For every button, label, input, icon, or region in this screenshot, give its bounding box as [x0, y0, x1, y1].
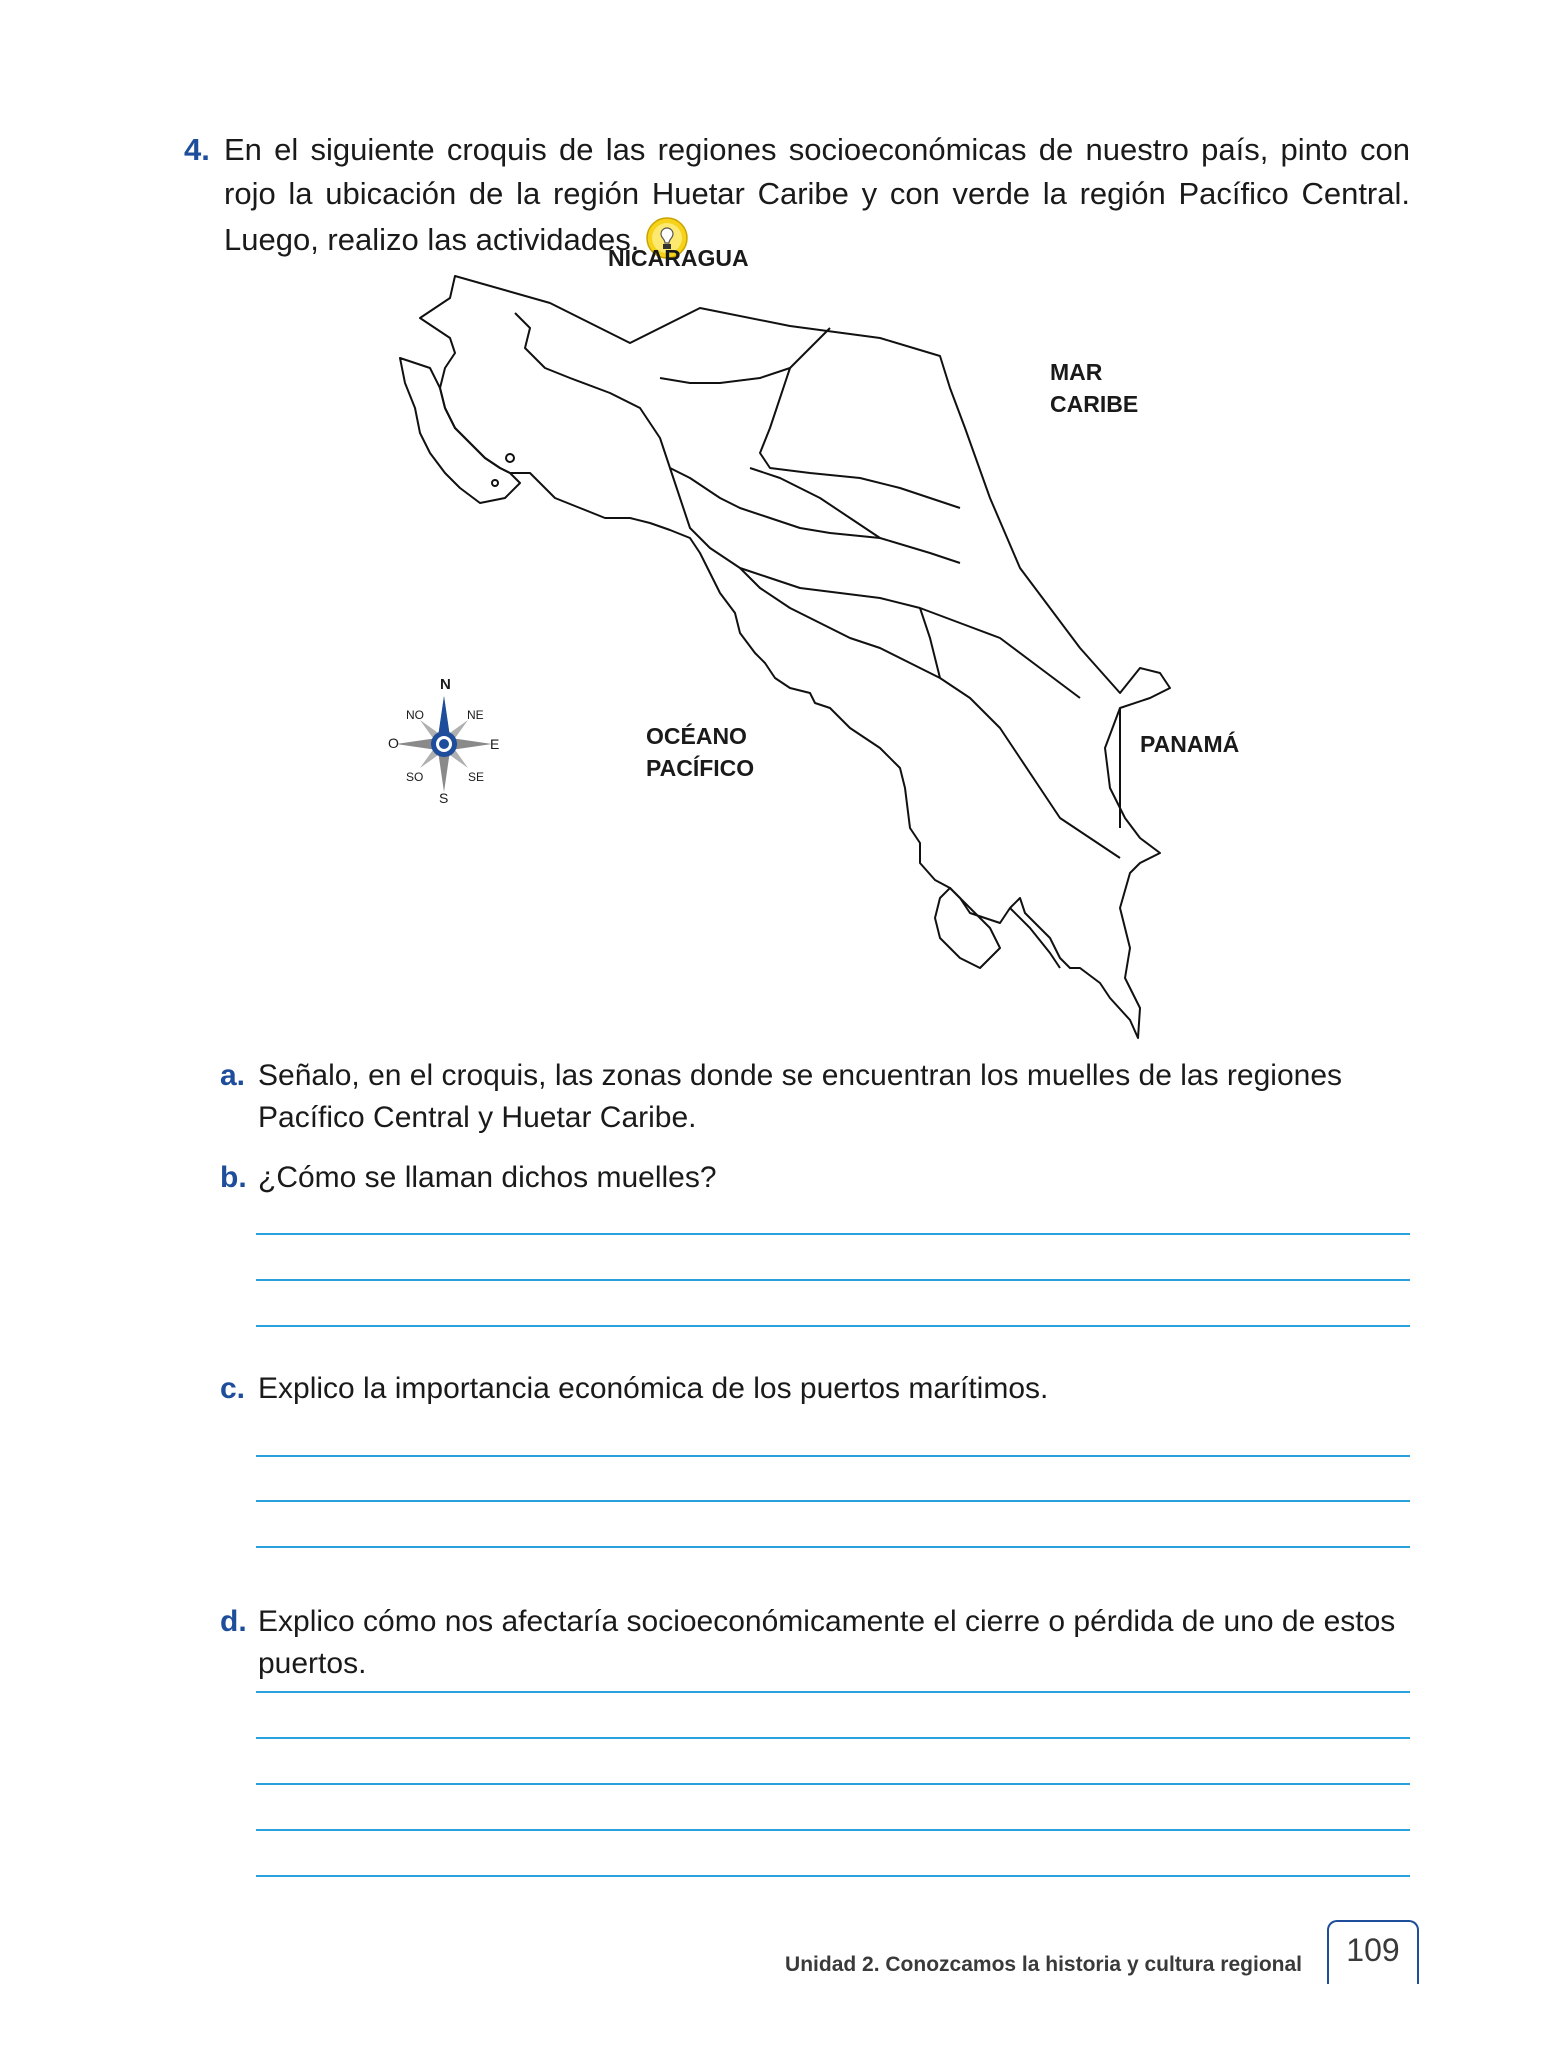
nicoya-outline	[400, 358, 520, 503]
question-text	[224, 128, 1410, 262]
label-oceano-pacifico: OCÉANO PACÍFICO	[646, 723, 755, 781]
activity-c	[220, 1368, 1410, 1410]
answer-line[interactable]	[256, 1279, 1410, 1281]
label-mar-caribe: MAR CARIBE	[1050, 359, 1139, 417]
activity-letter: d.	[220, 1605, 247, 1638]
page-number: 109	[1346, 1932, 1400, 1968]
answer-line[interactable]	[256, 1500, 1410, 1502]
region-boundary	[670, 468, 1080, 698]
answer-line[interactable]	[256, 1233, 1410, 1235]
activity-d	[220, 1601, 1410, 1685]
activity-a	[220, 1055, 1410, 1139]
label-panama: PANAMÁ	[1140, 731, 1240, 757]
region-boundary	[515, 313, 960, 563]
region-boundary	[660, 328, 830, 383]
compass-so: SO	[406, 770, 424, 784]
activity-text: Explico la importancia económica de los puertos marítimos.	[258, 1372, 1049, 1405]
activity-text: Señalo, en el croquis, las zonas donde se encuentran los muelles de las regiones Pacífico Central y Huetar Caribe.	[258, 1059, 1343, 1134]
activity-letter: c.	[220, 1372, 246, 1405]
answer-line[interactable]	[256, 1546, 1410, 1548]
compass-n: N	[440, 676, 451, 693]
question-number: 4.	[184, 132, 210, 167]
answer-line[interactable]	[256, 1737, 1410, 1739]
activity-text: Explico cómo nos afectaría socioeconómicamente el cierre o pérdida de uno de estos puertos.	[258, 1605, 1396, 1680]
question-4	[184, 128, 1410, 262]
costa-rica-regions-map	[360, 245, 1260, 1048]
page-number-box	[1327, 1920, 1419, 1984]
activity-text: ¿Cómo se llaman dichos muelles?	[258, 1161, 717, 1194]
footer-unit-title: Unidad 2. Conozcamos la historia y cultura regional	[785, 1953, 1302, 1976]
compass-se: SE	[468, 770, 485, 784]
compass-o: O	[388, 735, 399, 751]
answer-line[interactable]	[256, 1455, 1410, 1457]
region-boundary	[920, 608, 940, 678]
compass-no: NO	[406, 708, 424, 722]
compass-s: S	[439, 790, 449, 806]
activity-letter: a.	[220, 1059, 246, 1092]
compass-rose	[384, 676, 514, 812]
answer-line[interactable]	[256, 1325, 1410, 1327]
question-text-content: En el siguiente croquis de las regiones socioeconómicas de nuestro país, pinto con rojo la ubicación de la región Huetar Caribe y con verde la región Pacífico Central. Luego, realizo las actividades.	[224, 132, 1410, 257]
answer-line[interactable]	[256, 1875, 1410, 1877]
golfo-dulce	[1010, 908, 1060, 968]
activity-letter: b.	[220, 1161, 247, 1194]
region-boundary	[760, 368, 960, 508]
activity-b	[220, 1157, 1410, 1199]
osa-outline	[935, 888, 1000, 968]
answer-line[interactable]	[256, 1691, 1410, 1693]
answer-line[interactable]	[256, 1783, 1410, 1785]
compass-ne: NE	[467, 708, 484, 722]
label-nicaragua: NICARAGUA	[608, 245, 749, 271]
answer-line[interactable]	[256, 1829, 1410, 1831]
compass-e: E	[490, 736, 500, 752]
